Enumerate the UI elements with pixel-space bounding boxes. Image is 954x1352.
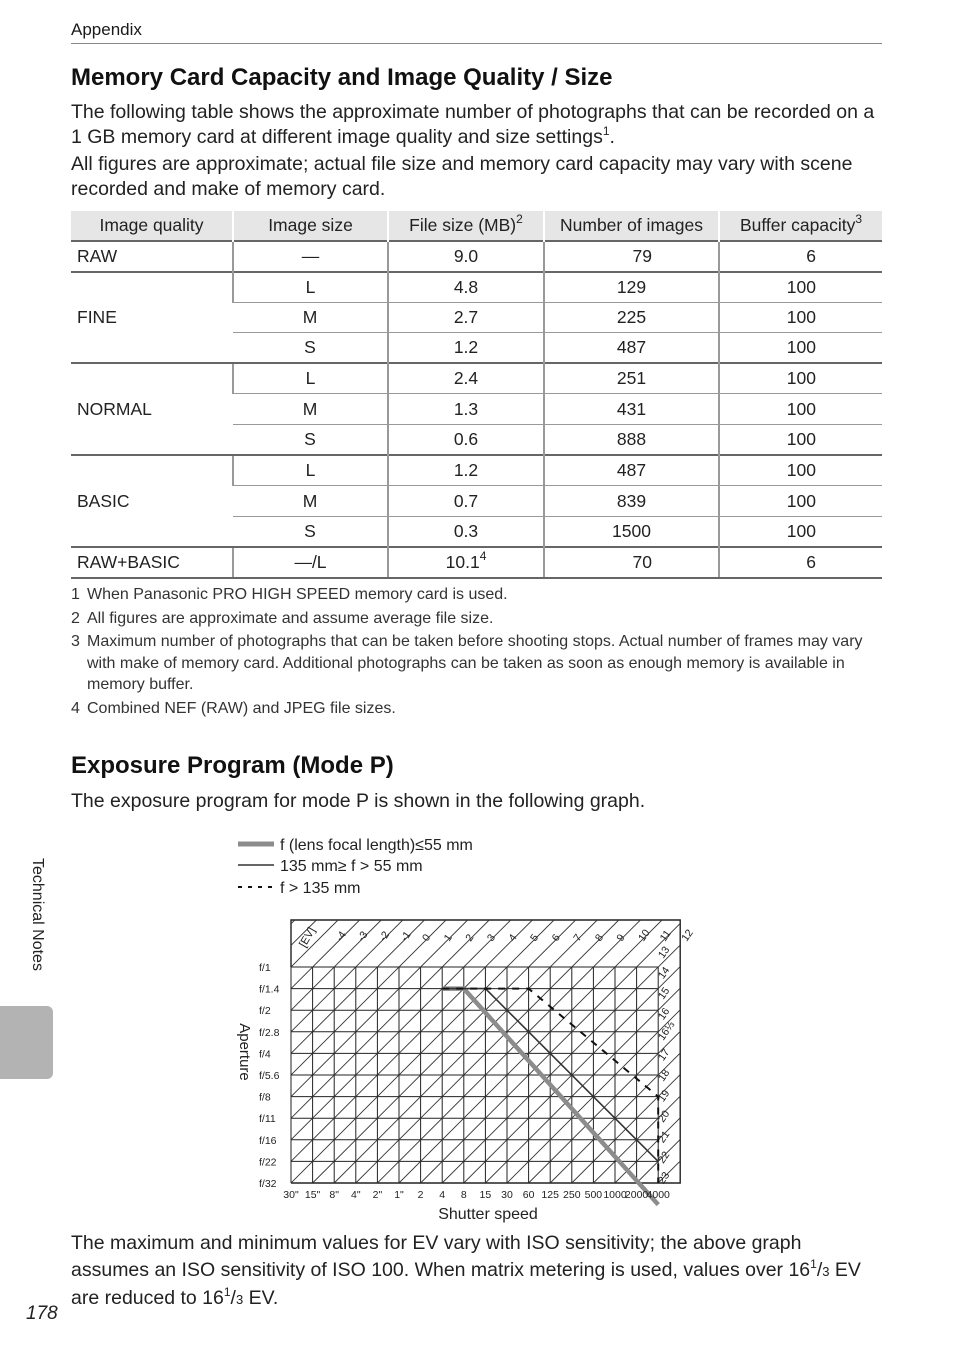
cell-number: 487 — [544, 333, 719, 364]
cell-size: L — [233, 455, 388, 486]
ev-top-label: 10 — [636, 927, 653, 944]
chart-grid — [291, 920, 680, 1183]
cell-number: 251 — [544, 363, 719, 394]
cell-quality: NORMAL — [71, 363, 233, 455]
footnote — [71, 631, 883, 696]
shutter-tick-label: 125 — [541, 1189, 559, 1201]
shutter-tick-label: 4000 — [646, 1189, 670, 1201]
cell-size: L — [233, 363, 388, 394]
col-buffer-capacity-sup: 3 — [855, 212, 863, 226]
cell-file: 1.3 — [388, 394, 544, 425]
legend-label: 135 mm≥ f > 55 mm — [280, 858, 423, 875]
exposure-intro: The exposure program for mode P is shown in the following graph. — [71, 790, 646, 812]
ev-top-label: -1 — [398, 929, 414, 944]
cell-quality: RAW — [71, 241, 233, 272]
section-header: Appendix — [71, 20, 142, 39]
outro-text-e: EV. — [243, 1287, 279, 1309]
ev-right-label: 14 — [655, 964, 673, 982]
cell-buffer: 100 — [719, 455, 882, 486]
legend-label: f (lens focal length)≤55 mm — [280, 837, 473, 854]
memory-intro-1-sup: 1 — [602, 124, 610, 138]
ev-diagonal — [356, 920, 619, 1183]
ev-top-label: 9 — [614, 932, 628, 944]
shutter-tick-label: 2" — [372, 1189, 383, 1201]
ev-diagonal — [399, 920, 662, 1183]
ev-right-label: 15 — [655, 985, 673, 1002]
aperture-tick-label: f/32 — [259, 1178, 277, 1190]
cell-size: S — [233, 425, 388, 456]
cell-file: 9.0 — [388, 241, 544, 272]
ev-top-label: 7 — [571, 932, 585, 944]
cell-number: 431 — [544, 394, 719, 425]
ev-top-label: 1 — [441, 932, 455, 944]
shutter-tick-label: 2000 — [624, 1189, 649, 1201]
cell-number: 129 — [544, 272, 719, 303]
shutter-tick-label: 60 — [522, 1189, 535, 1201]
ev-top-label: 2 — [463, 932, 477, 944]
outro-sup-2: 1 — [223, 1285, 231, 1299]
memory-intro-2: All figures are approximate; actual file size and memory card capacity may vary with scene recorded and make of memory card. — [71, 153, 853, 200]
cell-number: 487 — [544, 455, 719, 486]
memory-title: Memory Card Capacity and Image Quality / Size — [71, 64, 613, 91]
ev-top-label: 8 — [592, 932, 607, 944]
ev-top-label: -4 — [333, 929, 349, 944]
table-row — [71, 241, 882, 272]
sidebar-section-label: Technical Notes — [29, 858, 46, 971]
ev-diagonal — [680, 920, 706, 1183]
footnote-text: When Panasonic PRO HIGH SPEED memory card is used. — [87, 586, 508, 603]
col-file-size-sup: 2 — [516, 212, 523, 226]
outro-slash-2: / — [230, 1287, 236, 1309]
sidebar-tab — [0, 1006, 53, 1079]
footnote-text: All figures are approximate and assume average file size. — [87, 609, 494, 627]
x-axis-label: Shutter speed — [438, 1206, 538, 1223]
cell-size: S — [233, 516, 388, 547]
ev-diagonal — [334, 920, 597, 1183]
cell-size: M — [233, 486, 388, 517]
ev-right-label: 19 — [655, 1087, 673, 1105]
outro-text-a: The maximum and minimum values for EV vary with ISO sensitivity; the above graph assumes an ISO sensitivity of ISO 100. When matrix metering is used, values over 16 — [71, 1232, 811, 1281]
cell-file: 1.2 — [388, 455, 544, 486]
ev-diagonal — [701, 920, 706, 1183]
cell-size: — — [233, 241, 388, 272]
cell-file: 0.6 — [388, 425, 544, 456]
cell-buffer: 100 — [719, 516, 882, 547]
ev-right-label: 20 — [655, 1108, 673, 1125]
shutter-tick-label: 30 — [501, 1189, 513, 1201]
table-row — [71, 272, 882, 303]
cell-size: S — [233, 333, 388, 364]
ev-diagonal — [248, 920, 511, 1183]
ev-right-label: 22 — [655, 1149, 673, 1166]
footnote-text: Maximum number of photographs that can be taken before shooting stops. Actual number of frames may vary with make of memory card. Additional photographs can be taken as soon as enough memory is available in memory buffer. — [87, 633, 863, 693]
ev-right-label: 13 — [655, 944, 673, 961]
exposure-outro — [71, 1230, 883, 1313]
table-row — [71, 455, 882, 486]
footnote-number: 3 — [71, 633, 80, 650]
ev-right-label: 21 — [655, 1128, 673, 1146]
ev-top-label: -3 — [355, 929, 371, 944]
cell-buffer: 100 — [719, 333, 882, 364]
shutter-tick-label: 1" — [394, 1189, 404, 1201]
ev-diagonal — [637, 920, 706, 1183]
cell-size: M — [233, 302, 388, 333]
outro-slash-1: / — [816, 1259, 823, 1281]
col-number-of-images: Number of images — [544, 211, 719, 241]
memory-intro-1-text: The following table shows the approximate number of photographs that can be recorded on a 1 GB memory card at different image quality and size settings — [71, 101, 875, 148]
ev-diagonal — [291, 920, 554, 1183]
cell-file-sup: 4 — [479, 548, 487, 563]
aperture-tick-label: f/16 — [259, 1134, 277, 1147]
col-file-size — [388, 211, 544, 241]
shutter-tick-label: 2 — [417, 1189, 424, 1201]
aperture-tick-label: f/1.4 — [259, 983, 280, 996]
memory-intro-1: The following table shows the approximate number of photographs that can be recorded on a 1 GB memory card at different image quality and size settings$^1$. — [71, 101, 875, 148]
exposure-program-chart — [226, 830, 706, 1230]
ev-bracket-label: [EV] — [297, 925, 318, 950]
cell-number: 839 — [544, 486, 719, 517]
ev-right-label: 18 — [655, 1067, 673, 1084]
cell-size: —/L — [233, 547, 388, 578]
cell-file: 2.4 — [388, 363, 544, 394]
shutter-tick-label: 250 — [563, 1189, 581, 1201]
ev-right-label: 23 — [655, 1169, 673, 1187]
cell-size: L — [233, 272, 388, 303]
footnote-number: 4 — [71, 699, 80, 717]
cell-buffer: 100 — [719, 272, 882, 303]
ev-diagonal — [464, 920, 706, 1183]
cell-file: 0.3 — [388, 516, 544, 547]
ev-diagonal — [421, 920, 684, 1183]
cell-quality: BASIC — [71, 455, 233, 547]
capacity-table — [71, 211, 882, 579]
footnote — [71, 608, 883, 630]
footnote-text: Combined NEF (RAW) and JPEG file sizes. — [87, 699, 396, 717]
cell-buffer: 100 — [719, 425, 882, 456]
ev-top-label: 12 — [679, 927, 696, 944]
col-file-size-text: File size (MB) — [409, 215, 517, 235]
cell-file: 2.7 — [388, 302, 544, 333]
header-rule — [71, 43, 882, 44]
cell-buffer: 100 — [719, 486, 882, 517]
aperture-tick-label: f/1 — [259, 962, 271, 974]
ev-diagonal — [269, 920, 532, 1183]
ev-right-label: 16 — [655, 1005, 673, 1023]
ev-top-label: 4 — [506, 932, 520, 944]
chart-legend — [238, 837, 473, 897]
outro-sub-1: 3 — [822, 1264, 830, 1279]
ev-top-label: 3 — [484, 932, 499, 944]
ev-top-label: 11 — [657, 927, 674, 944]
col-buffer-capacity-text: Buffer capacity — [739, 215, 856, 235]
cell-buffer: 100 — [719, 363, 882, 394]
shutter-tick-label: 8 — [460, 1189, 467, 1201]
outro-text-c: EV are reduced to 16 — [71, 1259, 861, 1309]
footnote — [71, 698, 883, 720]
ev-right-label: 16⅓ — [655, 1019, 678, 1043]
footnote-number: 2 — [71, 609, 80, 627]
shutter-tick-label: 8" — [329, 1189, 339, 1201]
cell-buffer: 100 — [719, 394, 882, 425]
shutter-tick-label: 15" — [304, 1189, 321, 1201]
shutter-tick-label: 30" — [283, 1189, 299, 1201]
cell-size: M — [233, 394, 388, 425]
aperture-tick-label: f/2.8 — [259, 1026, 280, 1039]
outro-sub-2: 3 — [235, 1292, 244, 1307]
ev-top-label: 5 — [528, 932, 542, 944]
shutter-tick-label: 4 — [439, 1189, 446, 1201]
cell-quality: RAW+BASIC — [71, 547, 233, 578]
cell-quality: FINE — [71, 272, 233, 364]
col-image-quality: Image quality — [71, 211, 233, 241]
aperture-tick-label: f/4 — [259, 1048, 271, 1061]
legend-label: f > 135 mm — [280, 880, 361, 897]
col-image-size: Image size — [233, 211, 388, 241]
cell-file: 4.8 — [388, 272, 544, 303]
shutter-tick-label: 15 — [479, 1189, 492, 1201]
col-buffer-capacity — [719, 211, 882, 241]
outro-sup-1: 1 — [810, 1257, 817, 1271]
footnotes — [71, 584, 883, 721]
cell-number: 888 — [544, 425, 719, 456]
cell-file: 1.2 — [388, 333, 544, 364]
ev-top-label: 6 — [549, 932, 563, 944]
ev-right-label: 17 — [655, 1046, 673, 1064]
shutter-tick-label: 1000 — [603, 1189, 627, 1201]
cell-buffer: 100 — [719, 302, 882, 333]
cell-number: 1500 — [544, 516, 719, 547]
cell-file: 0.7 — [388, 486, 544, 517]
aperture-tick-label: f/2 — [259, 1005, 271, 1018]
cell-buffer: 6 — [719, 547, 882, 578]
footnote-number: 1 — [71, 586, 80, 603]
aperture-tick-label: f/8 — [259, 1091, 271, 1104]
ev-diagonals — [226, 920, 706, 1183]
ev-top-label: -2 — [376, 929, 393, 944]
cell-file — [388, 547, 544, 578]
y-axis-label: Aperture — [236, 1023, 253, 1081]
ev-diagonal — [313, 920, 576, 1183]
cell-number: 225 — [544, 302, 719, 333]
table-header-row — [71, 211, 882, 241]
table-row — [71, 363, 882, 394]
page-number: 178 — [26, 1303, 58, 1324]
aperture-tick-label: f/11 — [259, 1113, 276, 1126]
shutter-tick-label: 500 — [584, 1189, 603, 1201]
ev-top-label: 0 — [420, 932, 434, 944]
exposure-title: Exposure Program (Mode P) — [71, 752, 394, 779]
cell-number: 70 — [544, 547, 719, 578]
aperture-tick-label: f/5.6 — [259, 1070, 280, 1082]
cell-file-text: 10.1 — [445, 551, 480, 572]
cell-number: 79 — [544, 241, 719, 272]
footnote — [71, 584, 883, 606]
cell-buffer: 6 — [719, 241, 882, 272]
table-row — [71, 547, 882, 578]
ev-diagonal — [593, 920, 706, 1183]
shutter-tick-label: 4" — [351, 1189, 361, 1201]
aperture-tick-label: f/22 — [259, 1156, 277, 1169]
